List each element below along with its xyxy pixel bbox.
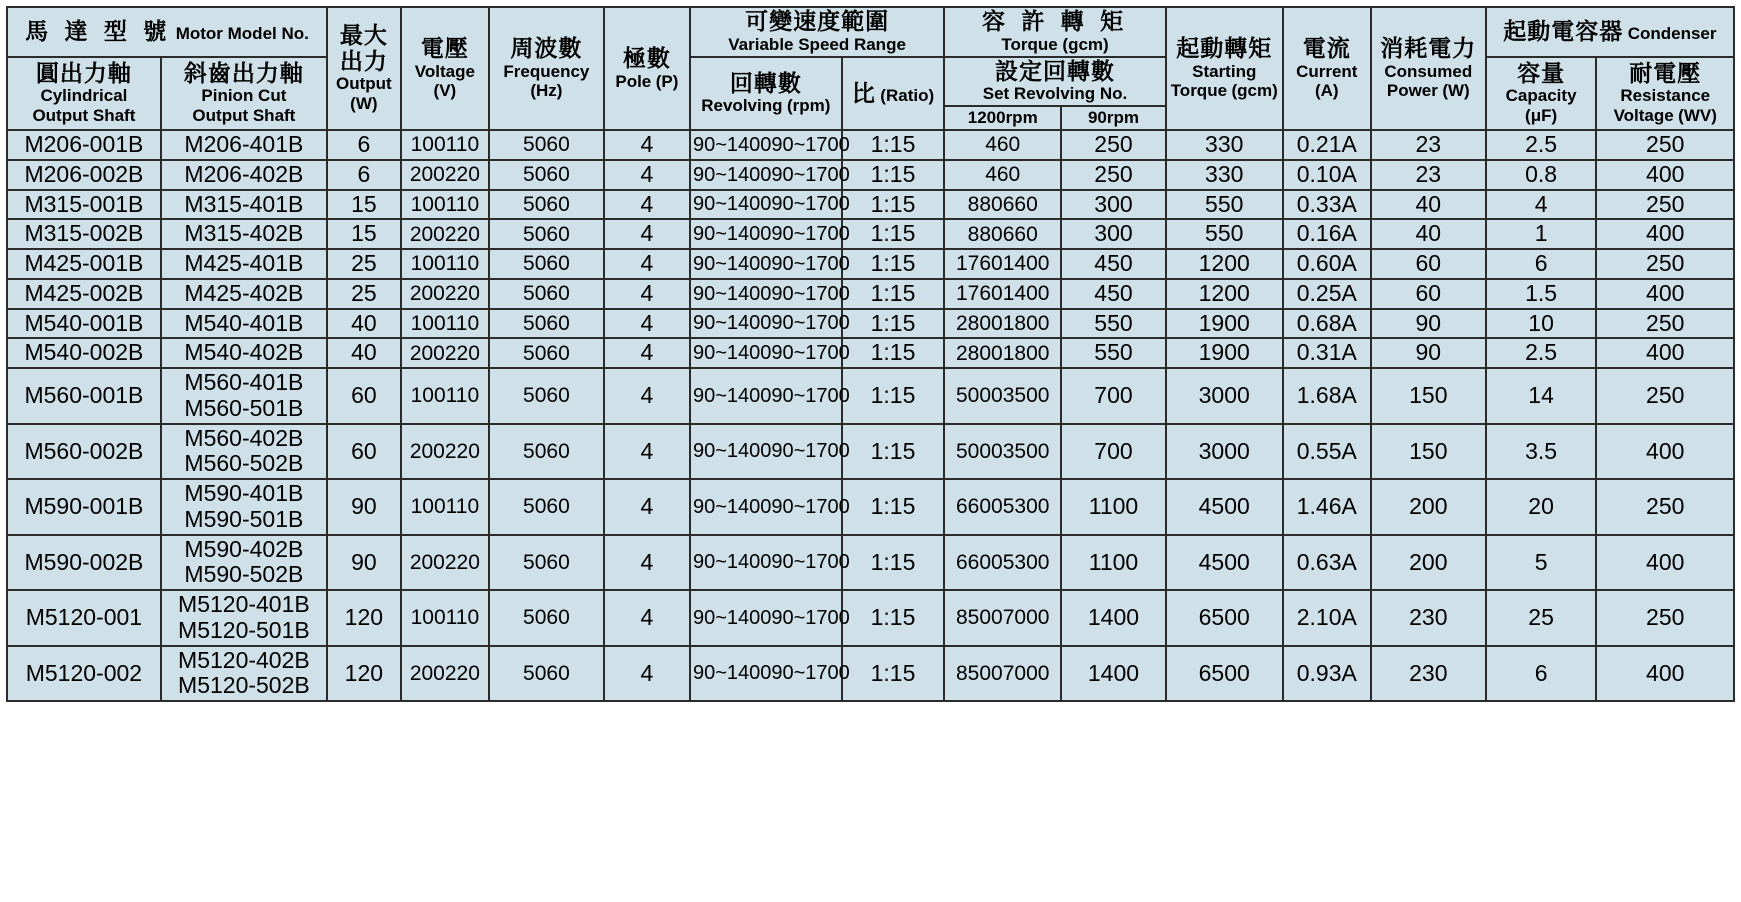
cell-current: 0.25A	[1283, 279, 1371, 309]
cell-starting-torque: 1900	[1166, 338, 1283, 368]
cell-ratio: 1:15	[842, 190, 945, 220]
cell-torque-1200rpm: 28001800	[944, 338, 1061, 368]
header-condenser: 起動電容器 Condenser	[1486, 7, 1734, 57]
table-row	[7, 590, 1734, 646]
header-set-rev-1200rpm: 1200rpm	[944, 106, 1061, 130]
table-row	[7, 338, 1734, 368]
header-current: 電流 Current (A)	[1283, 7, 1371, 130]
cell-frequency: 5060	[489, 590, 604, 646]
cell-resistance-voltage: 250	[1596, 190, 1734, 220]
cell-current: 0.33A	[1283, 190, 1371, 220]
header-pinion-cut-output-shaft: 斜齒出力軸 Pinion Cut Output Shaft	[161, 57, 327, 131]
header-output: 最大 出力 Output (W)	[327, 7, 401, 130]
cell-voltage: 200220	[401, 338, 489, 368]
header-variable-speed-range: 可變速度範圍 Variable Speed Range	[690, 7, 944, 57]
cell-output: 60	[327, 368, 401, 424]
cell-output: 6	[327, 130, 401, 160]
cell-ratio: 1:15	[842, 309, 945, 339]
cell-frequency: 5060	[489, 130, 604, 160]
cell-revolving: 90~140090~1700	[690, 535, 842, 591]
cell-ratio: 1:15	[842, 368, 945, 424]
cell-current: 2.10A	[1283, 590, 1371, 646]
cell-resistance-voltage: 400	[1596, 338, 1734, 368]
cell-torque-1200rpm: 66005300	[944, 535, 1061, 591]
table-row	[7, 130, 1734, 160]
cell-torque-90rpm: 250	[1061, 130, 1166, 160]
cell-cylindrical-output-shaft: M540-002B	[7, 338, 161, 368]
cell-torque-90rpm: 300	[1061, 190, 1166, 220]
table-row	[7, 219, 1734, 249]
cell-frequency: 5060	[489, 368, 604, 424]
cell-resistance-voltage: 400	[1596, 535, 1734, 591]
cell-pole: 4	[604, 279, 690, 309]
table-row	[7, 249, 1734, 279]
cell-output: 40	[327, 338, 401, 368]
cell-torque-90rpm: 450	[1061, 279, 1166, 309]
cell-output: 120	[327, 646, 401, 702]
cell-output: 25	[327, 249, 401, 279]
header-capacity: 容量 Capacity (μF)	[1486, 57, 1597, 131]
cell-voltage: 100110	[401, 249, 489, 279]
cell-voltage: 100110	[401, 130, 489, 160]
cell-cylindrical-output-shaft: M540-001B	[7, 309, 161, 339]
cell-frequency: 5060	[489, 338, 604, 368]
cell-torque-90rpm: 700	[1061, 368, 1166, 424]
cell-starting-torque: 3000	[1166, 424, 1283, 480]
cell-pinion-cut-output-shaft: M590-402B M590-502B	[161, 535, 327, 591]
cell-resistance-voltage: 400	[1596, 646, 1734, 702]
header-starting-torque: 起動轉矩 Starting Torque (gcm)	[1166, 7, 1283, 130]
cell-pinion-cut-output-shaft: M315-402B	[161, 219, 327, 249]
cell-cylindrical-output-shaft: M560-001B	[7, 368, 161, 424]
cell-torque-1200rpm: 85007000	[944, 590, 1061, 646]
cell-capacity: 3.5	[1486, 424, 1597, 480]
cell-ratio: 1:15	[842, 160, 945, 190]
cell-revolving: 90~140090~1700	[690, 279, 842, 309]
motor-spec-table	[6, 6, 1735, 702]
cell-consumed-power: 230	[1371, 646, 1486, 702]
cell-cylindrical-output-shaft: M425-002B	[7, 279, 161, 309]
cell-frequency: 5060	[489, 479, 604, 535]
cell-pole: 4	[604, 424, 690, 480]
table-row	[7, 190, 1734, 220]
cell-ratio: 1:15	[842, 646, 945, 702]
cell-pinion-cut-output-shaft: M5120-402B M5120-502B	[161, 646, 327, 702]
cell-revolving: 90~140090~1700	[690, 368, 842, 424]
cell-output: 60	[327, 424, 401, 480]
cell-revolving: 90~140090~1700	[690, 590, 842, 646]
cell-torque-1200rpm: 66005300	[944, 479, 1061, 535]
cell-current: 0.21A	[1283, 130, 1371, 160]
cell-consumed-power: 90	[1371, 309, 1486, 339]
cell-capacity: 5	[1486, 535, 1597, 591]
cell-consumed-power: 230	[1371, 590, 1486, 646]
cell-pole: 4	[604, 309, 690, 339]
cell-voltage: 200220	[401, 424, 489, 480]
cell-current: 0.10A	[1283, 160, 1371, 190]
cell-capacity: 10	[1486, 309, 1597, 339]
cell-torque-1200rpm: 460	[944, 130, 1061, 160]
cell-voltage: 100110	[401, 309, 489, 339]
cell-pinion-cut-output-shaft: M425-401B	[161, 249, 327, 279]
cell-torque-90rpm: 1100	[1061, 479, 1166, 535]
cell-capacity: 20	[1486, 479, 1597, 535]
cell-current: 0.63A	[1283, 535, 1371, 591]
cell-torque-1200rpm: 880660	[944, 219, 1061, 249]
cell-torque-90rpm: 1400	[1061, 646, 1166, 702]
cell-voltage: 100110	[401, 368, 489, 424]
cell-voltage: 200220	[401, 646, 489, 702]
table-row	[7, 309, 1734, 339]
cell-current: 0.93A	[1283, 646, 1371, 702]
cell-ratio: 1:15	[842, 249, 945, 279]
cell-capacity: 14	[1486, 368, 1597, 424]
header-set-revolving-no: 設定回轉數 Set Revolving No.	[944, 57, 1166, 107]
cell-pole: 4	[604, 190, 690, 220]
cell-pinion-cut-output-shaft: M590-401B M590-501B	[161, 479, 327, 535]
cell-capacity: 6	[1486, 249, 1597, 279]
cell-cylindrical-output-shaft: M5120-002	[7, 646, 161, 702]
cell-pole: 4	[604, 535, 690, 591]
cell-frequency: 5060	[489, 160, 604, 190]
table-row	[7, 646, 1734, 702]
cell-consumed-power: 60	[1371, 279, 1486, 309]
table-row	[7, 424, 1734, 480]
cell-torque-1200rpm: 460	[944, 160, 1061, 190]
cell-cylindrical-output-shaft: M206-002B	[7, 160, 161, 190]
cell-output: 25	[327, 279, 401, 309]
cell-cylindrical-output-shaft: M425-001B	[7, 249, 161, 279]
cell-pinion-cut-output-shaft: M560-401B M560-501B	[161, 368, 327, 424]
header-voltage: 電壓 Voltage (V)	[401, 7, 489, 130]
table-row	[7, 535, 1734, 591]
cell-pole: 4	[604, 368, 690, 424]
cell-torque-90rpm: 450	[1061, 249, 1166, 279]
cell-voltage: 200220	[401, 160, 489, 190]
table-row	[7, 279, 1734, 309]
header-row-1	[7, 7, 1734, 57]
header-cylindrical-output-shaft: 圓出力軸 Cylindrical Output Shaft	[7, 57, 161, 131]
cell-starting-torque: 3000	[1166, 368, 1283, 424]
cell-consumed-power: 200	[1371, 479, 1486, 535]
cell-pole: 4	[604, 479, 690, 535]
cell-voltage: 200220	[401, 279, 489, 309]
cell-starting-torque: 4500	[1166, 535, 1283, 591]
cell-current: 0.68A	[1283, 309, 1371, 339]
header-consumed-power: 消耗電力 Consumed Power (W)	[1371, 7, 1486, 130]
cell-current: 1.46A	[1283, 479, 1371, 535]
cell-torque-90rpm: 1400	[1061, 590, 1166, 646]
cell-output: 15	[327, 219, 401, 249]
cell-frequency: 5060	[489, 309, 604, 339]
cell-resistance-voltage: 250	[1596, 130, 1734, 160]
cell-pole: 4	[604, 130, 690, 160]
cell-starting-torque: 550	[1166, 219, 1283, 249]
cell-output: 90	[327, 479, 401, 535]
cell-revolving: 90~140090~1700	[690, 309, 842, 339]
cell-resistance-voltage: 400	[1596, 219, 1734, 249]
cell-torque-90rpm: 300	[1061, 219, 1166, 249]
cell-ratio: 1:15	[842, 130, 945, 160]
cell-cylindrical-output-shaft: M315-001B	[7, 190, 161, 220]
cell-revolving: 90~140090~1700	[690, 338, 842, 368]
header-frequency: 周波數 Frequency (Hz)	[489, 7, 604, 130]
cell-pole: 4	[604, 249, 690, 279]
header-ratio: 比 (Ratio)	[842, 57, 945, 131]
cell-pinion-cut-output-shaft: M206-401B	[161, 130, 327, 160]
cell-frequency: 5060	[489, 535, 604, 591]
cell-output: 15	[327, 190, 401, 220]
cell-cylindrical-output-shaft: M315-002B	[7, 219, 161, 249]
cell-resistance-voltage: 250	[1596, 368, 1734, 424]
cell-starting-torque: 330	[1166, 160, 1283, 190]
cell-ratio: 1:15	[842, 590, 945, 646]
cell-torque-1200rpm: 85007000	[944, 646, 1061, 702]
cell-frequency: 5060	[489, 424, 604, 480]
cell-ratio: 1:15	[842, 535, 945, 591]
cell-revolving: 90~140090~1700	[690, 130, 842, 160]
header-torque: 容 許 轉 矩 Torque (gcm)	[944, 7, 1166, 57]
cell-voltage: 200220	[401, 535, 489, 591]
cell-output: 90	[327, 535, 401, 591]
cell-torque-1200rpm: 17601400	[944, 249, 1061, 279]
cell-torque-1200rpm: 17601400	[944, 279, 1061, 309]
cell-ratio: 1:15	[842, 479, 945, 535]
cell-pole: 4	[604, 160, 690, 190]
cell-starting-torque: 6500	[1166, 646, 1283, 702]
cell-consumed-power: 23	[1371, 130, 1486, 160]
cell-capacity: 2.5	[1486, 130, 1597, 160]
header-set-rev-90rpm: 90rpm	[1061, 106, 1166, 130]
cell-frequency: 5060	[489, 279, 604, 309]
cell-cylindrical-output-shaft: M206-001B	[7, 130, 161, 160]
cell-resistance-voltage: 250	[1596, 479, 1734, 535]
cell-revolving: 90~140090~1700	[690, 249, 842, 279]
header-motor-model: 馬 達 型 號 Motor Model No.	[7, 7, 327, 57]
cell-capacity: 1	[1486, 219, 1597, 249]
cell-pinion-cut-output-shaft: M5120-401B M5120-501B	[161, 590, 327, 646]
cell-resistance-voltage: 400	[1596, 160, 1734, 190]
cell-capacity: 6	[1486, 646, 1597, 702]
header-resistance-voltage: 耐電壓 Resistance Voltage (WV)	[1596, 57, 1734, 131]
cell-torque-1200rpm: 50003500	[944, 368, 1061, 424]
cell-starting-torque: 1900	[1166, 309, 1283, 339]
cell-pinion-cut-output-shaft: M540-401B	[161, 309, 327, 339]
cell-cylindrical-output-shaft: M590-002B	[7, 535, 161, 591]
table-row	[7, 479, 1734, 535]
cell-pinion-cut-output-shaft: M315-401B	[161, 190, 327, 220]
cell-torque-90rpm: 700	[1061, 424, 1166, 480]
cell-capacity: 1.5	[1486, 279, 1597, 309]
cell-starting-torque: 550	[1166, 190, 1283, 220]
cell-torque-90rpm: 1100	[1061, 535, 1166, 591]
cell-consumed-power: 200	[1371, 535, 1486, 591]
cell-cylindrical-output-shaft: M5120-001	[7, 590, 161, 646]
cell-voltage: 100110	[401, 479, 489, 535]
table-row	[7, 368, 1734, 424]
cell-voltage: 100110	[401, 590, 489, 646]
cell-pinion-cut-output-shaft: M425-402B	[161, 279, 327, 309]
header-pole: 極數 Pole (P)	[604, 7, 690, 130]
cell-resistance-voltage: 250	[1596, 590, 1734, 646]
cell-pinion-cut-output-shaft: M206-402B	[161, 160, 327, 190]
cell-resistance-voltage: 400	[1596, 279, 1734, 309]
cell-torque-1200rpm: 50003500	[944, 424, 1061, 480]
cell-output: 40	[327, 309, 401, 339]
cell-starting-torque: 1200	[1166, 249, 1283, 279]
cell-capacity: 2.5	[1486, 338, 1597, 368]
cell-revolving: 90~140090~1700	[690, 190, 842, 220]
cell-resistance-voltage: 250	[1596, 249, 1734, 279]
cell-torque-1200rpm: 28001800	[944, 309, 1061, 339]
cell-current: 0.60A	[1283, 249, 1371, 279]
cell-cylindrical-output-shaft: M560-002B	[7, 424, 161, 480]
cell-torque-90rpm: 550	[1061, 309, 1166, 339]
header-revolving: 回轉數 Revolving (rpm)	[690, 57, 842, 131]
cell-output: 6	[327, 160, 401, 190]
cell-torque-90rpm: 250	[1061, 160, 1166, 190]
cell-starting-torque: 4500	[1166, 479, 1283, 535]
cell-torque-90rpm: 550	[1061, 338, 1166, 368]
cell-capacity: 25	[1486, 590, 1597, 646]
table-row	[7, 160, 1734, 190]
cell-consumed-power: 40	[1371, 190, 1486, 220]
cell-cylindrical-output-shaft: M590-001B	[7, 479, 161, 535]
cell-current: 1.68A	[1283, 368, 1371, 424]
cell-voltage: 200220	[401, 219, 489, 249]
cell-revolving: 90~140090~1700	[690, 160, 842, 190]
cell-frequency: 5060	[489, 646, 604, 702]
cell-consumed-power: 90	[1371, 338, 1486, 368]
cell-output: 120	[327, 590, 401, 646]
cell-ratio: 1:15	[842, 279, 945, 309]
cell-capacity: 4	[1486, 190, 1597, 220]
cell-pinion-cut-output-shaft: M540-402B	[161, 338, 327, 368]
cell-pole: 4	[604, 590, 690, 646]
cell-pole: 4	[604, 338, 690, 368]
cell-revolving: 90~140090~1700	[690, 219, 842, 249]
cell-consumed-power: 150	[1371, 368, 1486, 424]
cell-consumed-power: 23	[1371, 160, 1486, 190]
cell-resistance-voltage: 250	[1596, 309, 1734, 339]
cell-current: 0.55A	[1283, 424, 1371, 480]
cell-revolving: 90~140090~1700	[690, 646, 842, 702]
table-body	[7, 130, 1734, 701]
cell-resistance-voltage: 400	[1596, 424, 1734, 480]
cell-voltage: 100110	[401, 190, 489, 220]
cell-pole: 4	[604, 219, 690, 249]
cell-pole: 4	[604, 646, 690, 702]
cell-ratio: 1:15	[842, 338, 945, 368]
cell-revolving: 90~140090~1700	[690, 424, 842, 480]
cell-pinion-cut-output-shaft: M560-402B M560-502B	[161, 424, 327, 480]
cell-ratio: 1:15	[842, 219, 945, 249]
cell-consumed-power: 150	[1371, 424, 1486, 480]
cell-torque-1200rpm: 880660	[944, 190, 1061, 220]
cell-frequency: 5060	[489, 190, 604, 220]
cell-ratio: 1:15	[842, 424, 945, 480]
cell-revolving: 90~140090~1700	[690, 479, 842, 535]
cell-starting-torque: 1200	[1166, 279, 1283, 309]
cell-frequency: 5060	[489, 219, 604, 249]
cell-starting-torque: 6500	[1166, 590, 1283, 646]
cell-current: 0.31A	[1283, 338, 1371, 368]
cell-consumed-power: 40	[1371, 219, 1486, 249]
table-head	[7, 7, 1734, 130]
cell-current: 0.16A	[1283, 219, 1371, 249]
cell-starting-torque: 330	[1166, 130, 1283, 160]
cell-consumed-power: 60	[1371, 249, 1486, 279]
cell-capacity: 0.8	[1486, 160, 1597, 190]
cell-frequency: 5060	[489, 249, 604, 279]
